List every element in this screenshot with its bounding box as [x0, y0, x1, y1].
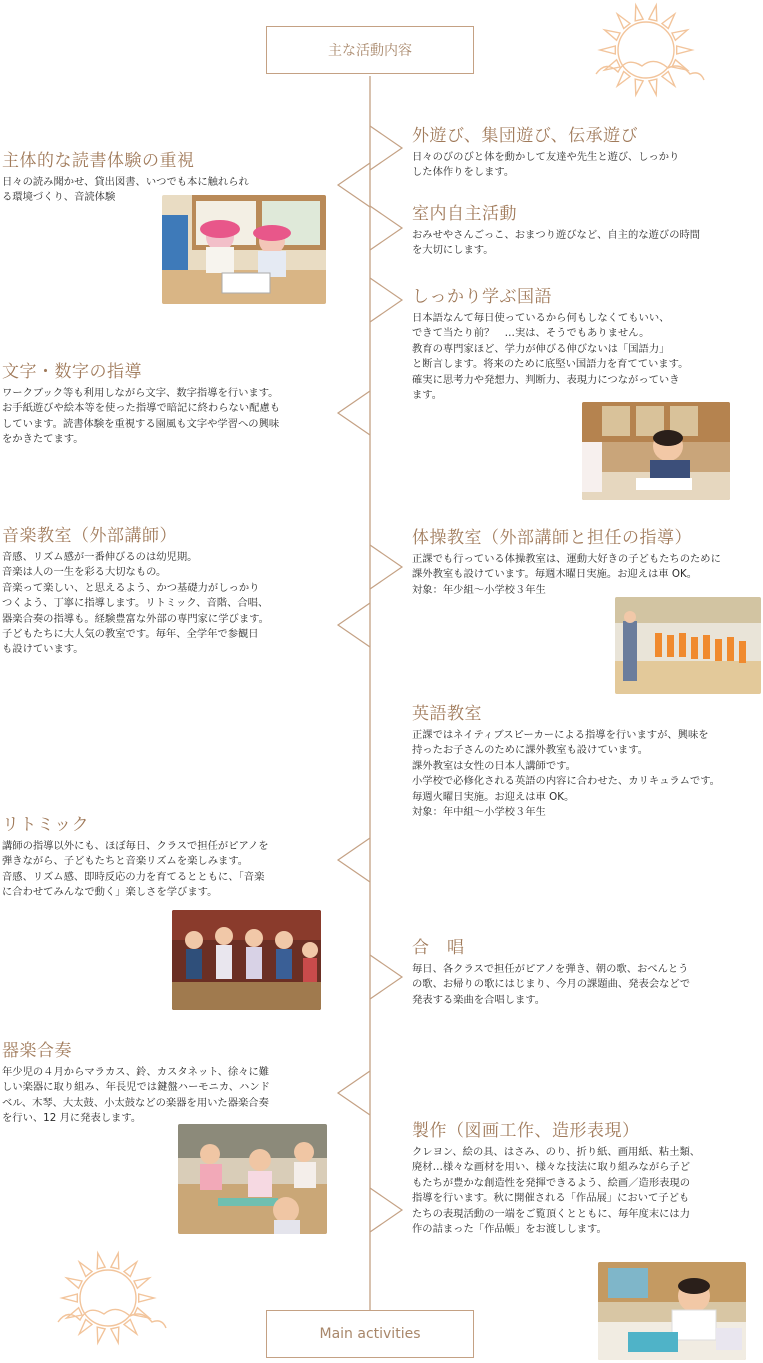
sun-ray	[662, 72, 675, 87]
sun-ray	[111, 1253, 119, 1269]
timeline-chevron-right	[370, 206, 402, 250]
activity-title: 器楽合奏	[2, 1041, 72, 1061]
activity-text: 日々のびのびと体を動かして友達や先生と遊び、しっかり した体作りをします。	[412, 151, 680, 179]
sun-disc	[618, 22, 674, 78]
activity-title: 音楽教室（外部講師）	[2, 526, 177, 546]
timeline-chevron-right	[370, 955, 402, 999]
activity-letters-numbers	[2, 361, 337, 448]
activity-text: 正課ではネイティブスピーカーによる指導を行いますが、興味を 持ったお子さんのために課外教室も設けています。 課外教室は女性の日本人講師です。 小学校で必修化される英語の内容に合わせた、カリキュラムです。 毎週火曜日実施。お迎えは車 OK。 対象：年中組〜小学校３年生	[412, 729, 720, 819]
footer-title: Main activities	[319, 1326, 421, 1342]
sun-ray	[124, 1320, 137, 1335]
activity-chorus	[412, 937, 762, 1008]
activity-title: 室内自主活動	[412, 204, 517, 224]
timeline-chevron-left	[338, 1071, 370, 1115]
photo-reading	[162, 195, 326, 304]
sun-ray	[677, 46, 692, 54]
photo-gymnastics	[615, 597, 761, 694]
sun-ray	[617, 14, 630, 29]
timeline-chevron-left	[338, 838, 370, 882]
timeline-chevron-left	[338, 603, 370, 647]
activity-gymnastics	[412, 527, 763, 598]
activity-text: 正課でも行っている体操教室は、運動大好きの子どもたちのために 課外教室も設けています。毎週木曜日実施。お迎えは車 OK。 対象：年少組〜小学校３年生	[412, 553, 721, 596]
cloud-icon	[596, 61, 704, 80]
sun-ray	[617, 72, 630, 87]
activity-text: クレヨン、絵の具、はさみ、のり、折り紙、画用紙、粘土類、 廃材…様々な画材を用い、様々な技法に取り組みながら子ど もたちが豊かな創造性を発揮できるよう、絵画／造形表現の 指導を行います。秋に開催される「作品展」において子ども たちの表現活動の一端をご覧頂くとともに、毎年度末には力 作の詰まった「作品帳」をお渡しします。	[412, 1146, 701, 1236]
sun-ray	[62, 1294, 77, 1302]
photo-arts-crafts	[598, 1262, 746, 1360]
sun-ray	[672, 60, 687, 70]
activity-text: 毎日、各クラスで担任がピアノを弾き、朝の歌、おべんとう の歌、お帰りの歌にはじまり、今月の課題曲、発表会などで 発表する楽曲を合唱します。	[412, 963, 691, 1006]
activity-text: おみせやさんごっこ、おまつり遊びなど、自主的な遊びの時間 を大切にします。	[412, 229, 701, 257]
sun-ray	[605, 60, 620, 70]
photo-japanese	[582, 402, 730, 500]
sun-ray	[662, 14, 675, 29]
activity-title: 体操教室（外部講師と担任の指導）	[412, 528, 692, 548]
sun-ray	[97, 1253, 105, 1269]
sun-ray	[79, 1320, 92, 1335]
photo-rhythmic	[172, 910, 321, 1010]
footer-title-box	[266, 1310, 474, 1358]
activity-english-class	[412, 703, 763, 820]
sun-ray	[139, 1294, 154, 1302]
activity-instrument-ensemble	[2, 1040, 337, 1127]
timeline-chevron-right	[370, 545, 402, 589]
sun-disc	[80, 1270, 136, 1326]
sun-ray	[134, 1278, 149, 1288]
header-title: 主な活動内容	[328, 43, 412, 59]
sun-icon	[596, 5, 704, 95]
activity-text: 年少児の４月からマラカス、鈴、カスタネット、徐々に難 しい楽器に取り組み、年長児では鍵盤ハーモニカ、ハンド ベル、木琴、大太鼓、小太鼓などの楽器を用いた器楽合奏 を行い、12 月に発表します。	[2, 1066, 270, 1125]
sun-ray	[67, 1308, 82, 1318]
activity-arts-crafts	[412, 1120, 763, 1237]
activity-text: 音感、リズム感が一番伸びるのは幼児期。 音楽は人の一生を彩る大切なもの。 音楽って楽しい、と思えるよう、かつ基礎力がしっかり つくよう、丁寧に指導します。リトミック、音階、合唱、 器楽合奏の指導も。経験豊富な外部の専門家に学びます。 子どもたちに大人気の教室です。毎年、全学年で参観日 も設けています。	[2, 551, 269, 656]
sun-ray	[111, 1327, 119, 1343]
photo-instruments	[178, 1124, 327, 1234]
sun-ray	[649, 79, 657, 95]
activity-rhythmic	[2, 814, 332, 901]
activity-japanese-language	[412, 286, 762, 403]
activity-text: ワークブック等も利用しながら文字、数字指導を行います。 お手紙遊びや絵本等を使った指導で暗記に終わらない配慮も しています。読書体験を重視する園風も文字や学習への興味 をかきたてます。	[2, 387, 281, 446]
sun-ray	[79, 1262, 92, 1277]
activity-title: しっかり学ぶ国語	[412, 287, 552, 307]
activity-text: 日本語なんて毎日使っているから何もしなくてもいい、 できて当たり前？ …実は、そうでもありません。 教育の専門家ほど、学力が伸びる伸びないは「国語力」 と断言します。将来のために底堅い国語力を育てています。 確実に思考力や発想力、判断力、表現力につながっていき ます。	[412, 312, 689, 402]
activity-music-class	[2, 525, 332, 658]
timeline-chevron-left	[338, 163, 370, 207]
sun-ray	[600, 46, 615, 54]
sun-icon	[58, 1253, 166, 1343]
activity-title: 英語教室	[412, 704, 482, 724]
header-title-box	[266, 26, 474, 74]
timeline-chevron-right	[370, 1188, 402, 1232]
sun-ray	[635, 79, 643, 95]
timeline-chevron-right	[370, 278, 402, 322]
activity-title: 文字・数字の指導	[2, 362, 142, 382]
activity-outdoor-play	[412, 125, 762, 181]
activity-title: リトミック	[2, 815, 90, 835]
sun-ray	[649, 5, 657, 21]
timeline-chevron-left	[338, 391, 370, 435]
activity-title: 合 唱	[412, 938, 465, 958]
activity-title: 主体的な読書体験の重視	[2, 151, 195, 171]
activity-text: 日々の読み聞かせ、貸出図書、いつでも本に触れられ る環境づくり、音読体験	[2, 176, 249, 204]
activity-title: 製作（図画工作、造形表現）	[412, 1121, 640, 1141]
sun-ray	[134, 1308, 149, 1318]
activity-indoor-free-play	[412, 203, 762, 259]
activity-title: 外遊び、集団遊び、伝承遊び	[412, 126, 639, 146]
sun-ray	[124, 1262, 137, 1277]
sun-ray	[97, 1327, 105, 1343]
sun-ray	[67, 1278, 82, 1288]
sun-ray	[672, 30, 687, 40]
sun-ray	[605, 30, 620, 40]
timeline-chevrons	[338, 126, 402, 1232]
timeline-chevron-right	[370, 126, 402, 170]
cloud-icon	[58, 1309, 166, 1328]
activity-text: 講師の指導以外にも、ほぼ毎日、クラスで担任がピアノを 弾きながら、子どもたちと音楽リズムを楽しみます。 音感、リズム感、即時反応の力を育てるとともに、「音楽 に合わせてみんなで動く」楽しさを学びます。	[2, 840, 269, 899]
sun-ray	[635, 5, 643, 21]
